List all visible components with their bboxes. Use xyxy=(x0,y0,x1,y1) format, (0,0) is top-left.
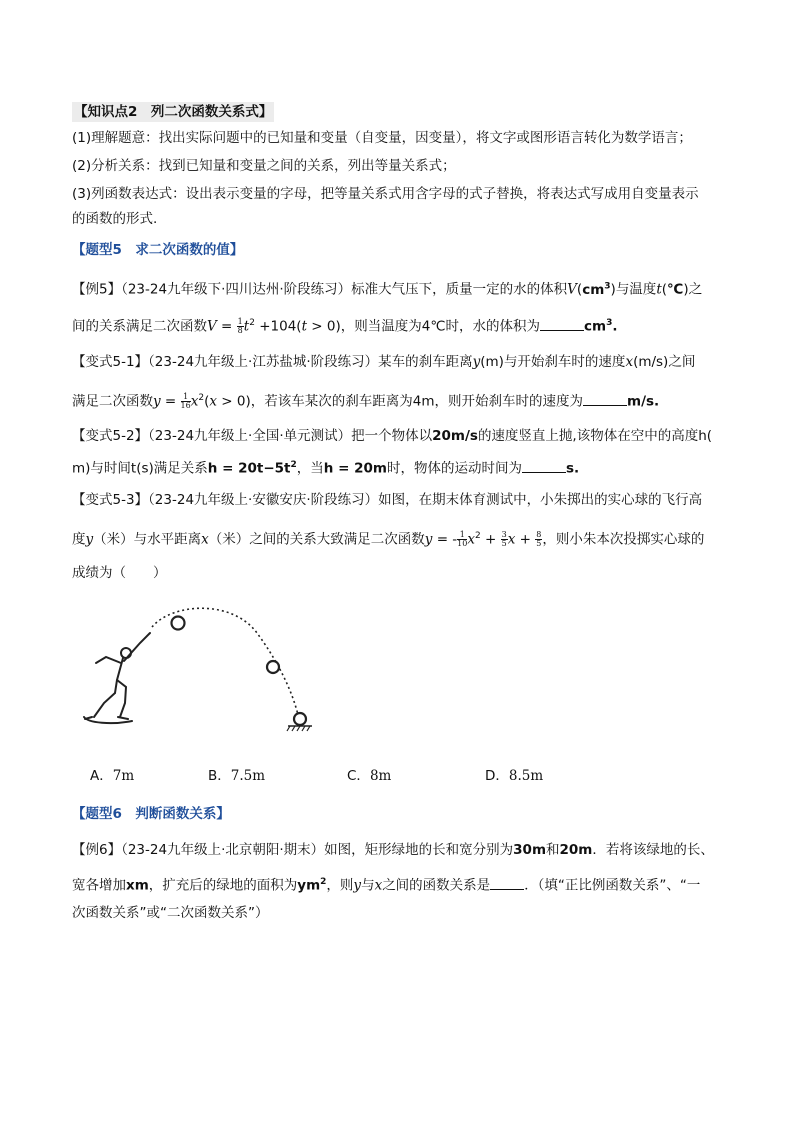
type6-heading: 【题型6 判断函数关系】 xyxy=(72,806,230,822)
knowledge-point-title: 【知识点2 列二次函数关系式】 xyxy=(74,104,273,120)
kp-item-2: (2)分析关系：找到已知量和变量之间的关系，列出等量关系式； xyxy=(72,158,456,174)
option-a[interactable]: A．7m xyxy=(90,768,135,784)
variant5-3-line2: 度y（米）与水平距离x（米）之间的关系大致满足二次函数y = - $\frac{1}{10}$ $x^2$ + $\frac{3}{5}$ x + $\frac{8}{5}$ ，则小朱本次投掷实心球的 xyxy=(72,530,705,548)
variant5-2-line1: 【变式5-2】（23-24九年级上·全国·单元测试）把一个物体以20m/s的速度竖直上抛,该物体在空中的高度h( xyxy=(72,428,713,444)
kp-item-1: (1)理解题意：找出实际问题中的已知量和变量（自变量，因变量），将文字或图形语言转化为数学语言； xyxy=(72,130,692,146)
shotput-figure xyxy=(82,605,322,740)
answer-blank[interactable] xyxy=(522,458,566,473)
option-c[interactable]: C．8m xyxy=(347,768,392,784)
option-d[interactable]: D．8.5m xyxy=(485,768,544,784)
example5-line2: 间的关系满足二次函数V = $\frac{1}{8}$ $t^2 +104(t > 0)$，则当温度为4℃时，水的体积为 $cm^3$. xyxy=(72,317,618,335)
ball-landed xyxy=(294,713,306,725)
athlete-figure xyxy=(84,633,150,723)
example5-line1: 【例5】（23-24九年级下·四川达州·阶段练习）标准大气压下，质量一定的水的体积$V(cm^3)$与温度t(℃)之 xyxy=(72,281,703,298)
ball-mid xyxy=(267,661,279,673)
example6-line2: 宽各增加xm，扩充后的绿地的面积为$ym^2$，则y与x之间的函数关系是 ．（填“正比例函数关系”、“一 xyxy=(72,872,700,896)
example6-line3: 次函数关系”或“二次函数关系”） xyxy=(72,905,269,921)
example6-line1: 【例6】（23-24九年级上·北京朝阳·期末）如图，矩形绿地的长和宽分别为30m和20m．若将该绿地的长、 xyxy=(72,842,714,858)
variant5-2-line2: m)与时间t(s)满足关系$h = 20t-5t^2$，当h = 20m时，物体的运动时间为 s. xyxy=(72,455,579,479)
type5-heading: 【题型5 求二次函数的值】 xyxy=(72,242,244,258)
variant5-1-line1: 【变式5-1】（23-24九年级上·江苏盐城·阶段练习）某车的刹车距离y(m)与开始刹车时的速度x(m/s)之间 xyxy=(72,354,696,370)
option-b[interactable]: B．7.5m xyxy=(208,768,266,784)
answer-blank[interactable] xyxy=(583,391,627,406)
answer-blank[interactable] xyxy=(490,875,524,890)
kp-item-3: (3)列函数表达式：设出表示变量的字母，把等量关系式用含字母的式子替换，将表达式写成用自变量表示 xyxy=(72,186,699,202)
kp-item-3-cont: 的函数的形式. xyxy=(72,211,158,227)
variant5-3-line1: 【变式5-3】（23-24九年级上·安徽安庆·阶段练习）如图，在期末体育测试中，小朱掷出的实心球的飞行高 xyxy=(72,492,703,508)
variant5-3-line3: 成绩为（ ） xyxy=(72,565,167,581)
ball-top xyxy=(172,617,185,630)
variant5-1-line2: 满足二次函数y = $\frac{1}{16}$ $x^2(x > 0)$，若该车某次的刹车距离为4m，则开始刹车时的速度为 m/s. xyxy=(72,392,660,410)
answer-blank[interactable] xyxy=(540,316,584,331)
